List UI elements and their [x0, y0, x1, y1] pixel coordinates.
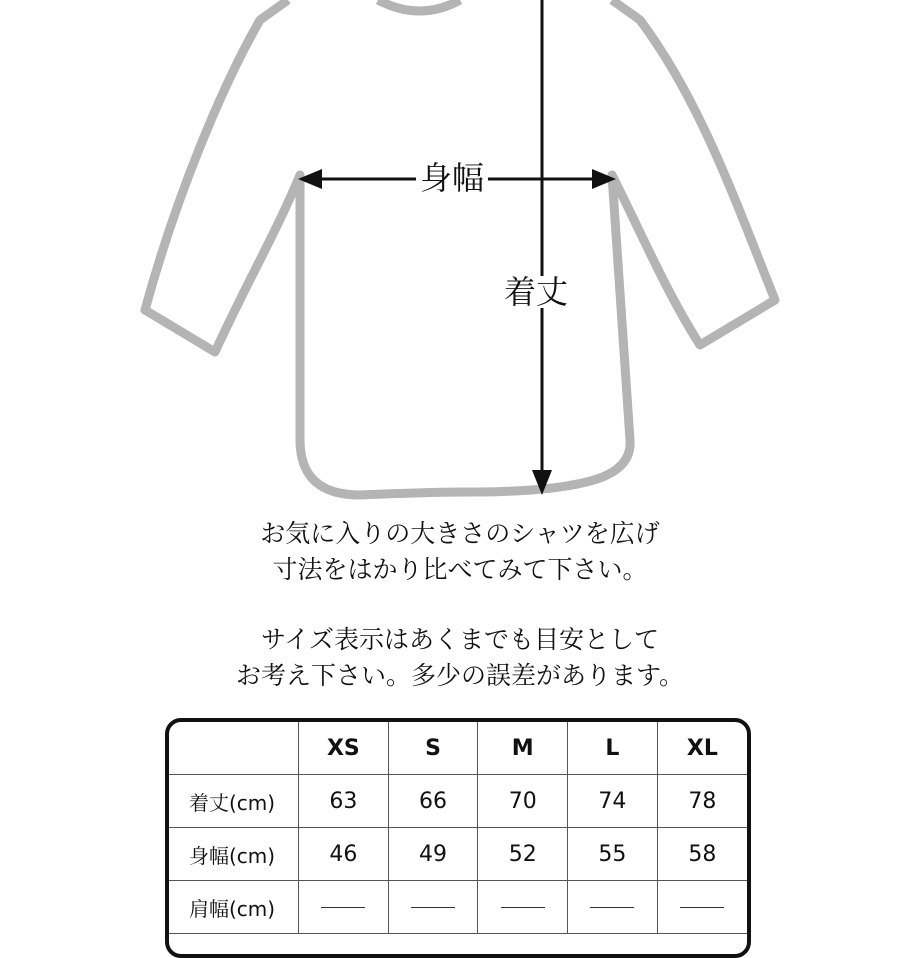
table-cell [299, 881, 389, 934]
note-line: 寸法をはかり比べてみて下さい。 [272, 555, 648, 584]
row-label: 着丈(cm) [169, 775, 299, 828]
table-cell [568, 881, 658, 934]
measure-instructions [0, 516, 920, 588]
empty-value-dash [321, 907, 365, 908]
empty-value-dash [501, 907, 545, 908]
shirt-outline [145, 0, 775, 495]
note-line: お考え下さい。多少の誤差があります。 [235, 661, 684, 690]
empty-value-dash [590, 907, 634, 908]
size-disclaimer [0, 622, 920, 694]
note-line: お気に入りの大きさのシャツを広げ [260, 519, 660, 548]
empty-value-dash [680, 907, 724, 908]
table-cell [478, 881, 568, 934]
table-cell: 55 [568, 828, 658, 881]
length-label: 着丈 [500, 276, 572, 308]
table-cell: 78 [657, 775, 747, 828]
table-cell [657, 881, 747, 934]
note-line: サイズ表示はあくまでも目安として [260, 625, 659, 654]
table-cell: 63 [299, 775, 389, 828]
header-cell: L [568, 722, 658, 775]
table-header-row [169, 722, 747, 775]
header-cell: XL [657, 722, 747, 775]
size-table [165, 718, 751, 958]
table-cell: 58 [657, 828, 747, 881]
table-cell: 46 [299, 828, 389, 881]
table-row [169, 828, 747, 881]
table-cell: 49 [388, 828, 478, 881]
header-cell: S [388, 722, 478, 775]
header-cell: XS [299, 722, 389, 775]
table-cell: 74 [568, 775, 658, 828]
header-cell: M [478, 722, 568, 775]
shirt-neckline [378, 0, 460, 11]
table-row [169, 881, 747, 934]
table-cell: 52 [478, 828, 568, 881]
width-label: 身幅 [416, 162, 488, 194]
table-cell: 66 [388, 775, 478, 828]
header-cell [169, 722, 299, 775]
table-cell [388, 881, 478, 934]
row-label: 身幅(cm) [169, 828, 299, 881]
empty-value-dash [411, 907, 455, 908]
table-row [169, 775, 747, 828]
table-cell: 70 [478, 775, 568, 828]
row-label: 肩幅(cm) [169, 881, 299, 934]
